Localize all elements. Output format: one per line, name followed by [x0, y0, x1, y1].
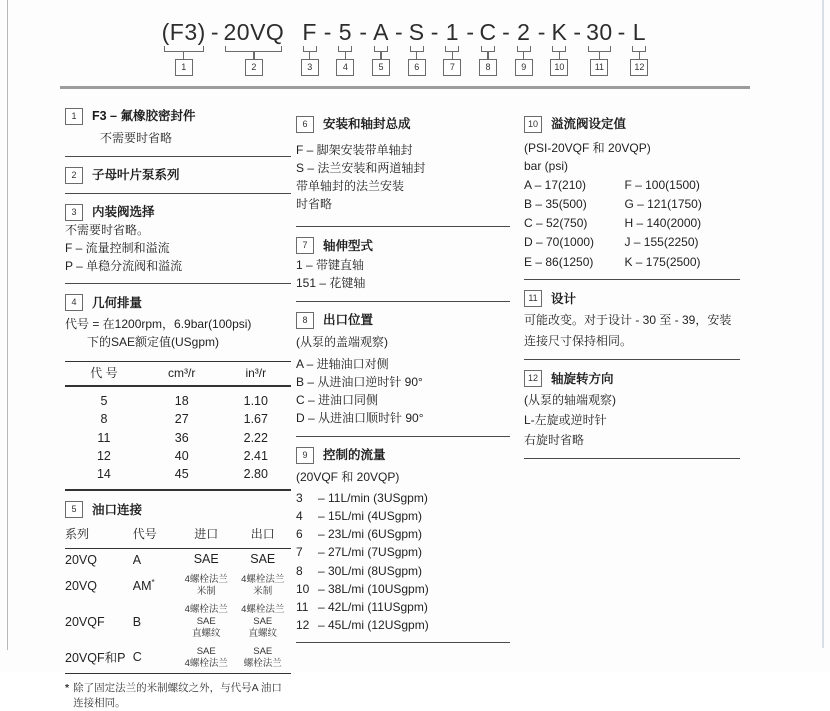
section-11-line: 连接尺寸保持相同。	[524, 333, 633, 348]
code-separator: -	[359, 19, 368, 45]
bracket-tick	[452, 52, 454, 59]
section-6-note-line: 带单轴封的法兰安装	[296, 179, 405, 194]
section-11-header	[524, 290, 740, 307]
code-segment-8	[479, 20, 497, 76]
section-2-title: 子母叶片泵系列	[92, 167, 180, 182]
code-position-box-6: 6	[408, 59, 426, 76]
code-separator: -	[502, 19, 510, 45]
bracket-tick	[309, 52, 311, 59]
bracket-tick	[487, 52, 489, 59]
section-divider	[524, 458, 740, 459]
section-9-title: 控制的流量	[323, 447, 386, 462]
footnote-text: 除了固定法兰的米制螺纹之外，与代号A 油口连接相同。	[73, 681, 282, 709]
section-7-header	[296, 237, 510, 254]
option-item: S – 法兰安装和两道轴封	[296, 161, 426, 176]
code-segment-text: K	[551, 19, 568, 45]
section-12-header	[524, 370, 740, 387]
section-5-header	[65, 501, 291, 518]
code-position-box-12: 12	[630, 59, 648, 76]
section-9-header	[296, 447, 510, 464]
code-position-box-7: 7	[443, 59, 461, 76]
cell: 1.10	[243, 394, 268, 409]
code-segment-text: C	[479, 19, 497, 45]
bracket-tick	[559, 52, 561, 59]
col-header: 出口	[250, 527, 275, 542]
section-4-note-line1: 代号 = 在1200rpm，6.9bar(100psi)	[65, 317, 252, 332]
code-segment-text: L	[632, 19, 646, 45]
flow-option: 7 – 27L/mi (7USgpm)	[296, 545, 423, 560]
code-segment-10	[550, 20, 568, 76]
section-divider	[65, 193, 291, 194]
inlet-cell: 4螺栓法兰 SAE 直螺纹	[184, 604, 228, 639]
outlet-cell: 4螺栓法兰 SAE 直螺纹	[241, 604, 285, 639]
port-table-footnote	[65, 681, 291, 711]
code-segment-text: A	[373, 19, 389, 45]
section-12-line: L-左旋或逆时针	[524, 413, 607, 428]
section-divider	[296, 301, 510, 302]
series-cell: 20VQF和P	[65, 650, 126, 665]
model-code-row	[162, 20, 649, 76]
code-position-box-9: 9	[515, 59, 533, 76]
model-code-header	[60, 20, 750, 76]
relief-settings-grid	[524, 178, 740, 270]
bracket-tick	[253, 52, 255, 59]
code-segment-text: (F3)	[161, 19, 206, 45]
section-3-title: 内装阀选择	[92, 204, 155, 219]
section-4-title: 几何排量	[92, 295, 143, 310]
bracket-tick	[523, 52, 525, 59]
section-1-numbox: 1	[65, 108, 83, 125]
section-10-numbox: 10	[524, 116, 542, 133]
section-2-numbox: 2	[65, 167, 83, 184]
cell: 8	[100, 412, 108, 427]
section-8-numbox: 8	[296, 312, 314, 329]
flow-option: 12 – 45L/mi (12USgpm)	[296, 617, 429, 632]
bracket-tick	[380, 52, 382, 59]
col-header: cm³/r	[168, 365, 196, 380]
inlet-cell: SAE 4螺栓法兰	[184, 645, 228, 669]
section-divider	[65, 283, 291, 284]
section-4-numbox: 4	[65, 294, 83, 311]
relief-item: D – 70(1000)	[524, 235, 595, 250]
section-11-line: 可能改变。对于设计 - 30 至 - 39，安装	[524, 313, 732, 328]
section-8-header	[296, 312, 510, 329]
code-segment-1	[162, 20, 206, 76]
bracket-tick	[416, 52, 418, 59]
cell: 5	[100, 394, 108, 409]
displacement-table	[65, 361, 291, 492]
section-8-note: (从泵的盖端观察)	[296, 335, 388, 350]
option-item: 151 – 花键轴	[296, 276, 366, 291]
section-6-numbox: 6	[296, 116, 314, 133]
section-divider	[296, 226, 510, 227]
section-1-title: F3 – 氟橡胶密封件	[92, 109, 196, 124]
code-segment-text: 2	[517, 19, 531, 45]
code-segment-6	[408, 20, 426, 76]
relief-item: K – 175(2500)	[624, 254, 701, 269]
section-divider	[65, 156, 291, 157]
cell: 27	[174, 412, 189, 427]
code-segment-3	[301, 20, 319, 76]
col-header: 代号	[132, 527, 157, 542]
option-item: 1 – 带键直轴	[296, 258, 365, 273]
section-3-numbox: 3	[65, 204, 83, 221]
section-divider	[296, 642, 510, 643]
code-segment-9	[515, 20, 533, 76]
section-10-note-line2: bar (psi)	[524, 158, 569, 173]
flow-option: 11 – 42L/mi (11USgpm)	[296, 599, 428, 614]
code-cell: AM*	[132, 578, 155, 594]
flow-option: 4 – 15L/mi (4USgpm)	[296, 509, 423, 524]
section-6-title: 安装和轴封总成	[323, 117, 411, 132]
option-item: F – 流量控制和溢流	[65, 240, 170, 255]
flow-option: 10 – 38L/mi (10USgpm)	[296, 581, 429, 596]
port-connection-table	[65, 524, 291, 673]
section-6-header	[296, 116, 510, 133]
relief-item: F – 100(1500)	[624, 178, 700, 193]
section-10-title: 溢流阀设定值	[551, 117, 627, 132]
section-11-numbox: 11	[524, 290, 542, 307]
code-cell: C	[132, 650, 142, 665]
section-divider	[296, 436, 510, 437]
code-segment-5	[372, 20, 390, 76]
option-item: A – 进轴油口对侧	[296, 356, 389, 371]
relief-item: B – 35(500)	[524, 197, 587, 212]
code-cell: A	[132, 553, 142, 568]
code-position-box-5: 5	[372, 59, 390, 76]
series-cell: 20VQF	[65, 614, 105, 629]
series-cell: 20VQ	[65, 579, 97, 594]
code-segment-text: 20VQ	[223, 19, 285, 45]
section-5-numbox: 5	[65, 501, 83, 518]
displacement-header-row	[65, 361, 291, 386]
section-4-header	[65, 294, 291, 311]
column-2	[296, 104, 510, 653]
cell: 2.80	[243, 467, 268, 482]
option-item: B – 从进油口逆时针 90°	[296, 374, 423, 389]
code-segment-text: 1	[445, 19, 460, 45]
section-10-note-line1: (PSI-20VQF 和 20VQP)	[524, 141, 651, 155]
relief-item: J – 155(2250)	[624, 235, 699, 250]
cell: 1.67	[243, 412, 268, 427]
code-position-box-2: 2	[245, 59, 263, 76]
code-segment-7	[443, 20, 461, 76]
code-segment-11	[586, 20, 613, 76]
col-header: in³/r	[245, 365, 267, 380]
section-1-note: 不需要时省略	[100, 131, 173, 145]
table-row	[65, 465, 291, 490]
option-item: P – 单稳分流阀和溢流	[65, 258, 183, 273]
code-segment-text: 30	[586, 19, 613, 45]
section-12-line: 右旋时省略	[524, 433, 585, 448]
cell: 36	[174, 430, 189, 445]
header-divider-rule	[60, 86, 750, 89]
code-separator: -	[466, 19, 475, 45]
code-position-box-3: 3	[301, 59, 319, 76]
outlet-cell: SAE	[250, 552, 276, 567]
cell: 2.22	[243, 430, 268, 445]
page-right-border	[822, 0, 824, 648]
table-row	[65, 447, 291, 465]
code-separator: -	[573, 19, 582, 45]
code-separator: -	[395, 19, 403, 45]
table-row	[65, 386, 291, 410]
bracket-tick	[345, 52, 347, 59]
section-5-title: 油口连接	[92, 502, 143, 517]
relief-item: A – 17(210)	[524, 178, 587, 193]
code-separator	[289, 20, 295, 45]
section-12-numbox: 12	[524, 370, 542, 387]
page-left-border	[7, 0, 8, 650]
code-segment-text: F	[302, 19, 317, 45]
cell: 12	[96, 448, 111, 463]
cell: 45	[174, 467, 189, 482]
section-8-title: 出口位置	[323, 313, 374, 328]
cell: 14	[96, 467, 111, 482]
flow-option: 8 – 30L/mi (8USgpm)	[296, 563, 423, 578]
bracket-tick	[599, 52, 601, 59]
section-1-header	[65, 108, 291, 125]
option-item: D – 从进油口顺时针 90°	[296, 410, 424, 425]
table-row	[65, 643, 291, 673]
code-separator: -	[537, 19, 546, 45]
section-12-title: 轴旋转方向	[551, 371, 614, 386]
footnote-asterisk: *	[65, 681, 70, 694]
relief-item: H – 140(2000)	[624, 216, 702, 231]
section-6-note-line: 时省略	[296, 196, 333, 211]
table-row	[65, 549, 291, 572]
code-segment-text: 5	[338, 19, 353, 45]
section-7-title: 轴伸型式	[323, 238, 374, 253]
flow-option: 6 – 23L/mi (6USgpm)	[296, 527, 423, 542]
table-row	[65, 410, 291, 428]
code-separator: -	[430, 19, 439, 45]
section-7-numbox: 7	[296, 237, 314, 254]
outlet-cell: SAE 螺栓法兰	[243, 645, 282, 669]
section-9-note: (20VQF 和 20VQP)	[296, 469, 400, 484]
code-segment-2	[223, 20, 284, 76]
bracket-tick	[639, 52, 641, 59]
code-position-box-11: 11	[590, 59, 608, 76]
section-11-title: 设计	[551, 291, 577, 306]
table-row	[65, 429, 291, 447]
code-separator: -	[617, 19, 626, 45]
section-3-header	[65, 204, 291, 221]
flow-option: 3 – 11L/min (3USgpm)	[296, 491, 428, 506]
cell: 18	[174, 394, 189, 409]
section-9-numbox: 9	[296, 447, 314, 464]
table-row	[65, 601, 291, 643]
section-2-header	[65, 167, 291, 184]
code-segment-12	[630, 20, 648, 76]
column-3	[524, 104, 740, 469]
column-1	[65, 104, 291, 711]
option-item: C – 进油口同侧	[296, 392, 379, 407]
section-divider	[524, 279, 740, 280]
section-4-note-line2: 下的SAE额定值(USgpm)	[87, 334, 220, 349]
relief-item: G – 121(1750)	[624, 197, 702, 212]
code-segment-4	[336, 20, 354, 76]
section-divider	[524, 359, 740, 360]
col-header: 进口	[194, 527, 219, 542]
code-position-box-10: 10	[550, 59, 568, 76]
code-separator: -	[210, 19, 219, 45]
option-item: F – 脚架安装带单轴封	[296, 143, 413, 157]
bracket-tick	[183, 52, 185, 59]
code-separator: -	[323, 19, 332, 45]
inlet-cell: 4螺栓法兰 米制	[184, 574, 228, 598]
col-header: 系列	[65, 527, 90, 542]
code-segment-text: S	[408, 19, 425, 45]
cell: 2.41	[243, 448, 268, 463]
outlet-cell: 4螺栓法兰 米制	[241, 574, 285, 598]
code-position-box-1: 1	[175, 59, 193, 76]
relief-item: E – 86(1250)	[524, 254, 594, 269]
col-header: 代 号	[90, 365, 118, 380]
code-position-box-4: 4	[336, 59, 354, 76]
relief-item: C – 52(750)	[524, 216, 588, 231]
inlet-cell: SAE	[193, 552, 219, 567]
code-position-box-8: 8	[479, 59, 497, 76]
section-10-header	[524, 116, 740, 133]
port-header-row	[65, 524, 291, 548]
table-row	[65, 571, 291, 601]
series-cell: 20VQ	[65, 553, 97, 568]
section-12-line: (从泵的轴端观察)	[524, 393, 616, 408]
code-cell: B	[132, 614, 142, 629]
cell: 40	[174, 448, 189, 463]
cell: 11	[97, 430, 111, 445]
section-3-note: 不需要时省略。	[65, 222, 150, 237]
